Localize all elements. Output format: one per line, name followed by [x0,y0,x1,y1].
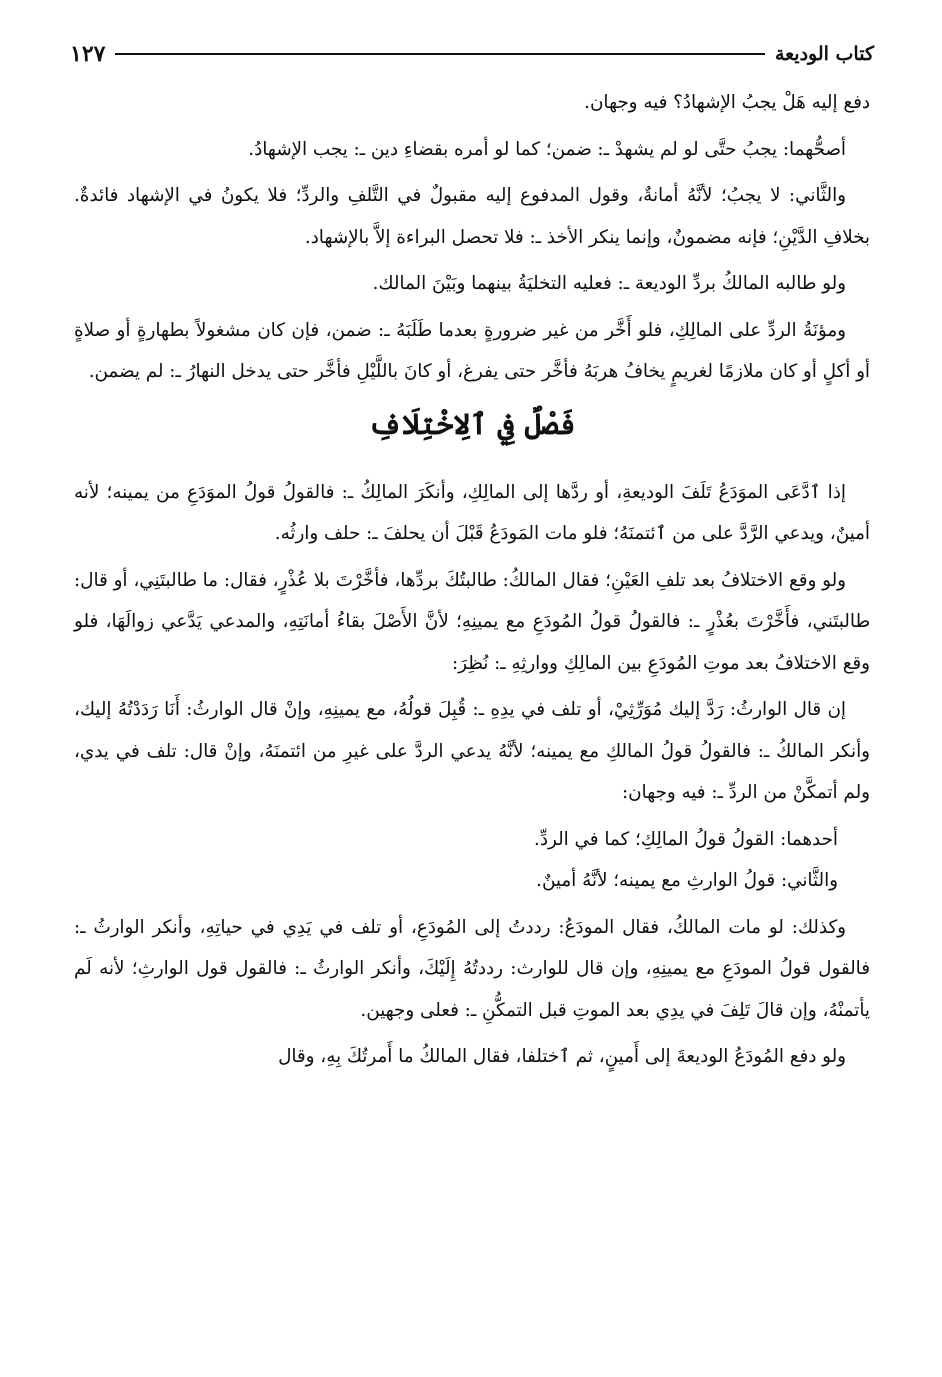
paragraph: وكذلك: لو مات المالكُ، فقال المودَعُ: رددتُ إلى المُودَعِ، أو تلف في يَدِي في حياتِهِ، وأنكر الوارثُ ـ: فالقول قولُ المودَعِ مع يمينِهِ، وإن قال للوارث: رددتُهُ إِلَيْكَ، وأنكر الوارثُ ـ: فالقول قول الوارثِ؛ لأنه لَم يأتمنْهُ، وإن قالَ تَلِفَ في يدِي بعد الموتِ قبل التمكُّنِ ـ: فعلى وجهين. [74,916,870,1021]
paragraph: ولو وقع الاختلافُ بعد تلفِ العَيْنِ؛ فقال المالكُ: طالبتُكَ بردِّها، فأخَّرْتَ بلا عُذْرٍ، فقال: ما طالبتَنِي، أو قال: طالبتَني، فأَخَّرْتَ بعُذْرٍ ـ: فالقولُ قولُ المُودَعِ مع يمينِهِ؛ لأنَّ الأَصْلَ بقاءُ أمانَتِهِ، والمدعي يَدَّعي زوالَهَا، فلو وقع الاختلافُ بعد موتِ المُودَعِ بين المالِكِ ووارثِهِ ـ: نُظِرَ: [74,569,870,674]
paragraph: والثَّاني: لا يجبُ؛ لأنَّهُ أمانةٌ، وقول المدفوع إليه مقبولٌ في التَّلفِ والردِّ؛ فلا يكونُ في الإشهاد فائدةٌ. بخلافِ الدَّيْنِ؛ فإنه مضمونٌ، وإنما ينكر الأخذ ـ: فلا تحصل البراءة إلاَّ بالإشهاد. [74,185,870,248]
paragraph: ولو دفع المُودَعُ الوديعةَ إلى أَمينٍ، ثم ٱختلفا، فقال المالكُ ما أَمرتُكَ بِهِ، وقال [278,1046,846,1067]
paragraph: ولو طالبه المالكُ بردِّ الوديعة ـ: فعليه التخليَةُ بينهما وبَيْنَ المالك. [372,273,846,294]
sub-item: أحدهما: القولُ قولُ المالِكِ؛ كما في الردِّ. [534,828,838,850]
section-heading: فَصْلٌ فِي ٱلِاخْتِلَافِ [368,406,576,441]
paragraph: أصحُّهما: يجبُ حتَّى لو لم يشهدْ ـ: ضمن؛ كما لو أمره بقضاءِ دين ـ: يجب الإشهادُ. [248,138,846,160]
page-body [74,82,870,1083]
running-title: كتاب الوديعة [774,43,874,65]
paragraph: إن قال الوارثُ: رَدَّ إليك مُوَرِّثِيْ، أو تلف في يدِهِ ـ: قُبِلَ قولُهُ، مع يمينِهِ، وإنْ قال الوارثُ: أَنَا رَدَدْتُهُ إليك، وأنكر المالكُ ـ: فالقولُ قولُ المالكِ مع يمينه؛ لأنَّهُ يدعي الردَّ على غيرِ من ائتمنَهُ، وإنْ قال: تلف في يدي، ولم أتمكَّنْ من الردِّ ـ: فيه وجهان: [74,699,870,803]
page-number: ١٢٧ [70,41,106,67]
sub-item: والثَّاني: قولُ الوارثِ مع يمينه؛ لأنَّهُ أمينٌ. [536,870,838,891]
paragraph: ومؤنَةُ الردِّ على المالِكِ، فلو أَخَّر من غير ضرورةٍ بعدما طَلَبَهُ ـ: ضمن، فإن كان مشغولاً بطهارةٍ أو صلاةٍ أو أكلٍ أو كان ملازمًا لغريمٍ يخافُ هربَهُ فأخَّر حتى يفرغ، أو كانَ باللَّيْلِ فأخَّر حتى يدخل النهارُ ـ: لم يضمن. [74,319,870,382]
paragraph: إذا ٱدَّعَى الموَدَعُ تَلَفَ الوديعةِ، أو ردَّها إلى المالِكِ، وأنكَرَ المالِكُ ـ: فالقولُ قولُ الموَدَعِ من يمينه؛ لأنه أمينٌ، ويدعي الرَّدَّ على من ٱئتمنَهُ؛ فلو مات المَودَعُ قَبْلَ أن يحلفَ ـ: حلف وارثُه. [74,481,870,544]
running-header [70,36,874,72]
paragraph: دفع إليه هَلْ يجبُ الإشهادُ؟ فيه وجهان. [584,92,870,113]
header-rule [115,53,764,55]
